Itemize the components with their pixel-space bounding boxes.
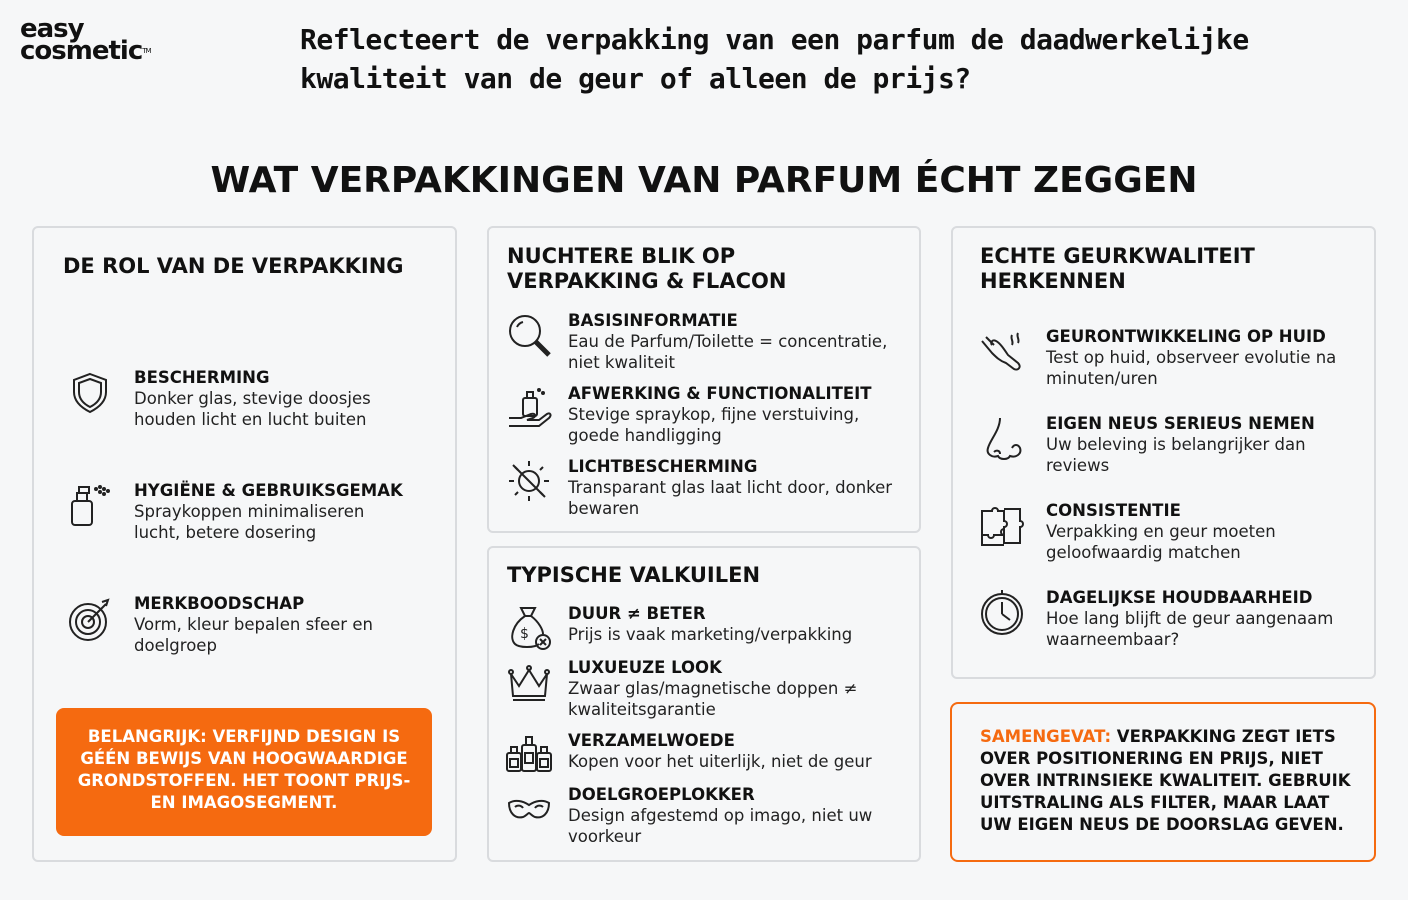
money-bag-icon [505,604,553,652]
bottles-collection-icon [505,731,553,779]
role-item-title: MERKBOODSCHAP [134,594,305,613]
role-item-desc: Spraykoppen minimaliseren lucht, betere dosering [134,502,365,542]
summary-lead: SAMENGEVAT: [980,727,1112,746]
quality-item-desc: Verpakking en geur moeten geloofwaardig matchen [1046,522,1276,562]
summary-box [950,702,1376,862]
pitfall-item-title: DOELGROEPLOKKER [568,785,755,804]
sober-item-title: LICHTBESCHERMING [568,457,758,476]
pitfall-item-title: DUUR ≠ BETER [568,604,706,623]
hand-spray-icon [505,384,553,432]
page-question: Reflecteert de verpakking van een parfum de daadwerkelijke kwaliteit van de geur of alleen de prijs? [300,23,1249,95]
page-title: WAT VERPAKKINGEN VAN PARFUM ÉCHT ZEGGEN [210,160,1198,201]
pitfall-item-desc: Prijs is vaak marketing/verpakking [568,625,853,644]
quality-item-title: EIGEN NEUS SERIEUS NEMEN [1046,414,1315,433]
sober-item-desc: Eau de Parfum/Toilette = concentratie, niet kwaliteit [568,332,888,372]
role-item-title: BESCHERMING [134,368,270,387]
sober-item-desc: Transparant glas laat licht door, donker bewaren [568,478,893,518]
panel-quality-title: ECHTE GEURKWALITEIT HERKENNEN [980,244,1255,293]
puzzle-icon [978,501,1026,549]
pitfall-item-desc: Design afgestemd op imago, niet uw voorkeur [568,806,873,846]
role-item-title: HYGIËNE & GEBRUIKSGEMAK [134,481,403,500]
spray-bottle-icon [66,481,114,529]
sober-item-title: AFWERKING & FUNCTIONALITEIT [568,384,872,403]
pitfall-item-desc: Zwaar glas/magnetische doppen ≠ kwaliteitsgarantie [568,679,858,719]
crown-icon [505,658,553,706]
quality-item-title: GEURONTWIKKELING OP HUID [1046,327,1326,346]
mask-icon [505,785,553,833]
svg-text:$: $ [520,626,529,642]
target-icon [66,594,114,642]
important-notice: BELANGRIJK: VERFIJND DESIGN IS GÉÉN BEWIJS VAN HOOGWAARDIGE GRONDSTOFFEN. HET TOONT PRIJS- EN IMAGOSEGMENT. [56,708,432,836]
pitfall-item-desc: Kopen voor het uiterlijk, niet de geur [568,752,872,771]
summary-text: VERPAKKING ZEGT IETS OVER POSITIONERING EN PRIJS, NIET OVER INTRINSIEKE KWALITEIT. GEBRUIK UITSTRALING ALS FILTER, MAAR LAAT UW EIGEN NEUS DE DOORSLAG GEVEN. [980,727,1351,834]
quality-item-desc: Hoe lang blijft de geur aangenaam waarneembaar? [1046,609,1334,649]
panel-role-title: DE ROL VAN DE VERPAKKING [63,254,404,278]
nose-icon [978,414,1026,462]
panel-pitfalls-title: TYPISCHE VALKUILEN [507,563,761,587]
quality-item-desc: Test op huid, observeer evolutie na minuten/uren [1046,348,1337,388]
panel-sober-view-title: NUCHTERE BLIK OP VERPAKKING & FLACON [507,244,787,293]
no-light-icon [505,457,553,505]
quality-item-desc: Uw beleving is belangrijker dan reviews [1046,435,1306,475]
sober-item-title: BASISINFORMATIE [568,311,738,330]
pitfall-item-title: LUXUEUZE LOOK [568,658,722,677]
quality-item-title: DAGELIJKSE HOUDBAARHEID [1046,588,1313,607]
brand-logo [20,14,151,66]
role-item-desc: Donker glas, stevige doosjes houden licht en lucht buiten [134,389,371,429]
pitfall-item-title: VERZAMELWOEDE [568,731,735,750]
skin-scent-icon [978,327,1026,375]
clock-icon [978,588,1026,636]
logo-line-2: cosmetic [20,36,143,66]
role-item-desc: Vorm, kleur bepalen sfeer en doelgroep [134,615,373,655]
shield-icon [66,368,114,416]
quality-item-title: CONSISTENTIE [1046,501,1181,520]
magnifier-icon [505,311,553,359]
logo-line-1: easy [20,14,84,44]
logo-trademark: TM [142,47,151,55]
sober-item-desc: Stevige spraykop, fijne verstuiving, goede handligging [568,405,860,445]
